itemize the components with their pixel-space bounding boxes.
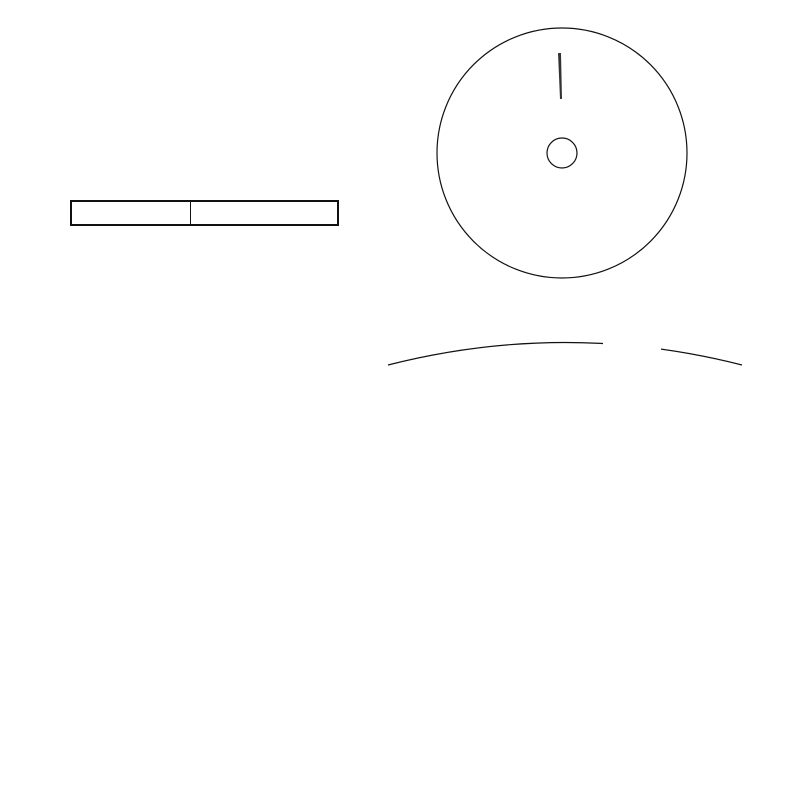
disc-outline (437, 28, 687, 278)
center-hole (547, 138, 577, 168)
diameter-label-bg (603, 336, 661, 350)
scratch-mark (558, 53, 562, 99)
diameter-arc (388, 343, 742, 366)
